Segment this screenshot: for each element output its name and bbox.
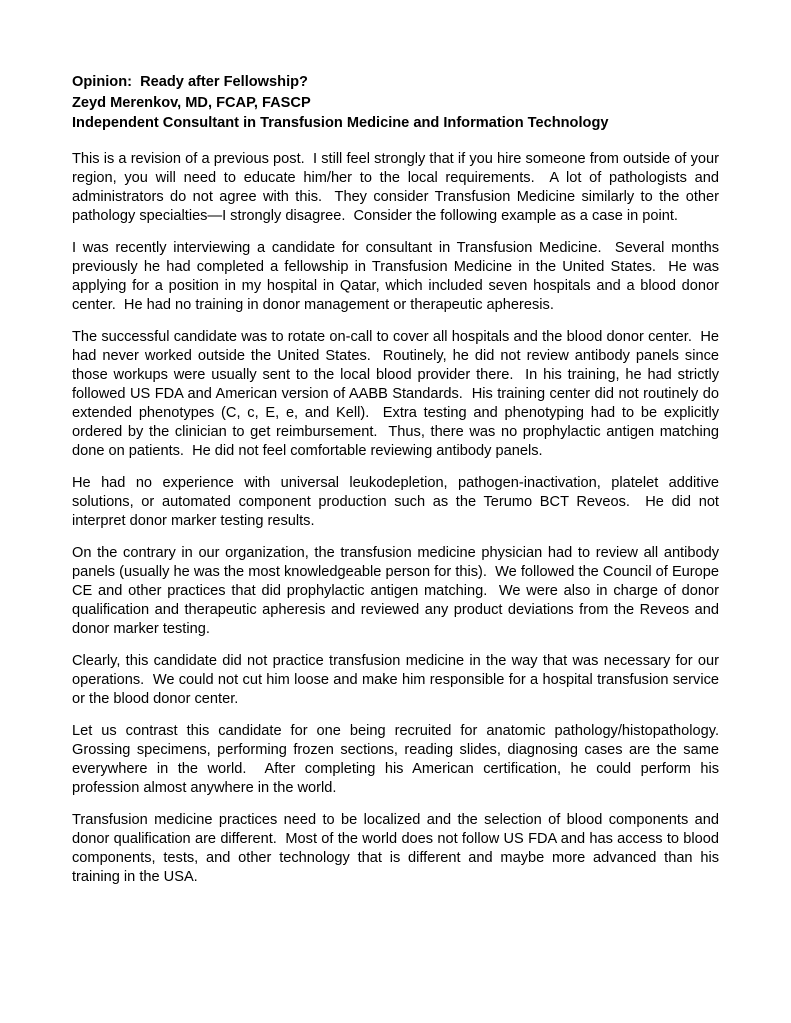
author-credentials: Independent Consultant in Transfusion Medicine and Information Technology: [72, 115, 609, 131]
body-paragraph-2: I was recently interviewing a candidate for consultant in Transfusion Medicine. Several months previously he had completed a fellowship in Transfusion Medicine in the United States. He was applying for a position in my hospital in Qatar, which included seven hospitals and a blood donor center. He had no training in donor management or therapeutic apheresis.: [72, 239, 724, 313]
body-paragraph-4: He had no experience with universal leukodepletion, pathogen-inactivation, platelet additive solutions, or automated component production such as the Terumo BCT Reveos. He did not interpret donor marker testing results.: [72, 474, 724, 529]
body-paragraph-6: Clearly, this candidate did not practice transfusion medicine in the way that was necessary for our operations. We could not cut him loose and make him responsible for a hospital transfusion service or the blood donor center.: [72, 652, 724, 707]
body-paragraph-7: Let us contrast this candidate for one being recruited for anatomic pathology/histopathology. Grossing specimens, performing frozen sections, reading slides, diagnosing cases are the same everywhere in the world. After completing his American certification, he could perform his profession almost anywhere in the world.: [72, 722, 728, 796]
document-title: Opinion: Ready after Fellowship?: [72, 74, 308, 90]
body-paragraph-3: The successful candidate was to rotate on-call to cover all hospitals and the blood donor center. He had never worked outside the United States. Routinely, he did not review antibody panels since those workups were usually sent to the local blood provider there. In his training, he had strictly followed US FDA and American version of AABB Standards. His training center did not routinely do extended phenotypes (C, c, E, e, and Kell). Extra testing and phenotyping had to be explicitly ordered by the clinician to get reimbursement. Thus, there was no prophylactic antigen matching done on patients. He did not feel comfortable reviewing antibody panels.: [72, 328, 724, 459]
body-paragraph-5: On the contrary in our organization, the transfusion medicine physician had to review all antibody panels (usually he was the most knowledgeable person for this). We followed the Council of Europe CE and other practices that did prophylactic antigen matching. We were also in charge of donor qualification and therapeutic apheresis and reviewed any product deviations from the Reveos and donor marker testing.: [72, 544, 724, 637]
body-paragraph-8: Transfusion medicine practices need to be localized and the selection of blood components and donor qualification are different. Most of the world does not follow US FDA and has access to blood components, tests, and other technology that is different and maybe more advanced than his training in the USA.: [72, 811, 724, 885]
author-name: Zeyd Merenkov, MD, FCAP, FASCP: [72, 94, 311, 111]
document-body: [72, 150, 728, 887]
body-paragraph-1: This is a revision of a previous post. I still feel strongly that if you hire someone from outside of your region, you will need to educate him/her to the local requirements. A lot of pathologists and administrators do not agree with this. They consider Transfusion Medicine similarly to the other pathology specialties—I strongly disagree. Consider the following example as a case in point.: [72, 150, 724, 224]
document-header: [72, 72, 719, 134]
